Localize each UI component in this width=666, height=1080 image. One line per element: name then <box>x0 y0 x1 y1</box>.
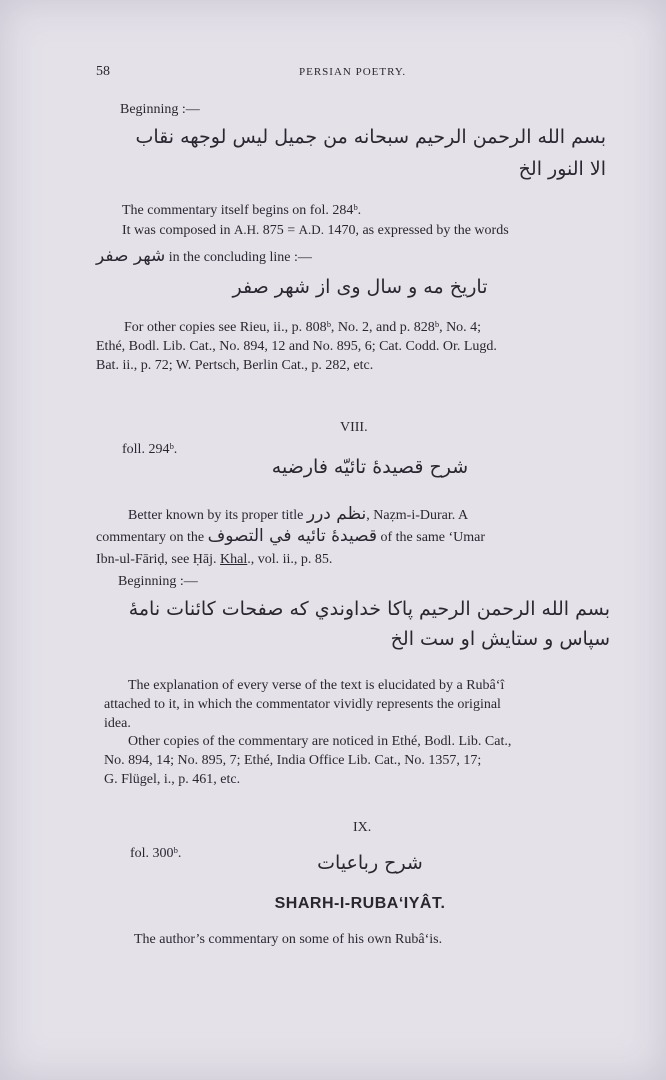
other-copies-line-2: No. 894, 14; No. 895, 7; Ethé, India Office Lib. Cat., No. 1357, 17; <box>104 753 482 768</box>
section-viii-arabic-title: شرح قصیدهٔ تائیّه فارضیه <box>271 456 469 478</box>
viii-line-1 <box>128 504 468 524</box>
composition-text-a: It was composed in <box>122 223 231 238</box>
arabic-beginning-line-1: بسم الله الرحمن الرحيم سبحانه من جميل ليس لوجهه نقاب <box>135 126 606 148</box>
section-viii-numeral: VIII. <box>340 420 368 435</box>
viii-arabic-line-2: سپاس و ستایش او ست الخ <box>390 628 610 650</box>
composition-text-b: 875 = <box>262 223 296 238</box>
viii-text-3b: ., vol. ii., p. 85. <box>247 552 333 567</box>
arabic-beginning-line-2: الا النور الخ <box>518 158 606 180</box>
copies-line-3: Bat. ii., p. 72; W. Pertsch, Berlin Cat., p. 282, etc. <box>96 358 374 373</box>
section-ix-description: The author’s commentary on some of his own Rubâ‘is. <box>134 932 443 947</box>
commentary-begins: The commentary itself begins on fol. 284ᵇ. <box>122 203 362 218</box>
viii-text-1b: , Naẓm-i-Durar. A <box>366 508 469 523</box>
composition-text-d: in the concluding line :— <box>168 250 312 265</box>
section-ix-arabic-title: شرح رباعیات <box>317 852 423 874</box>
running-title: PERSIAN POETRY. <box>299 66 407 78</box>
era-ah: A.H. <box>233 222 260 237</box>
composition-text-c: 1470, as expressed by the words <box>327 223 509 238</box>
explanation-line-2: attached to it, in which the commentator vividly represents the original <box>104 697 501 712</box>
other-copies-line-3: G. Flügel, i., p. 461, etc. <box>104 772 241 787</box>
beginning-label-viii: Beginning :— <box>118 574 198 589</box>
viii-text-3a: Ibn-ul-Fāriḍ, see Ḥāj. <box>96 552 217 567</box>
explanation-line-1: The explanation of every verse of the text is elucidated by a Rubâ‘î <box>128 678 505 693</box>
composition-line-2 <box>96 246 312 266</box>
viii-line-2 <box>96 526 485 546</box>
arabic-inline-words: شهر صفر <box>96 246 166 266</box>
viii-arabic-title-inline: نظم درر <box>306 504 367 524</box>
era-ad: A.D. <box>298 222 324 237</box>
copies-line-1: For other copies see Rieu, ii., p. 808ᵇ, No. 2, and p. 828ᵇ, No. 4; <box>124 320 482 335</box>
composition-line-1 <box>122 222 610 239</box>
viii-text-2b: of the same ‘Umar <box>380 530 486 545</box>
section-viii-folio: foll. 294ᵇ. <box>122 442 178 457</box>
viii-arabic-line-1: بسم الله الرحمن الرحيم پاکا خداوندي که صفحات کائنات نامهٔ <box>128 598 610 620</box>
section-ix-numeral: IX. <box>353 820 372 835</box>
viii-arabic-qasida-inline: قصیدهٔ تائیه في التصوف <box>207 526 377 546</box>
section-ix-folio: fol. 300ᵇ. <box>130 846 182 861</box>
section-ix-title: SHARH-I-RUBA‘IYÂT. <box>274 895 446 912</box>
arabic-verse: تاریخ مه و سال وی از شهر صفر <box>232 276 488 298</box>
viii-line-3 <box>96 552 332 568</box>
page-number: 58 <box>96 64 110 79</box>
other-copies-line-1: Other copies of the commentary are noticed in Ethé, Bodl. Lib. Cat., <box>128 734 512 749</box>
viii-text-2a: commentary on the <box>96 530 205 545</box>
viii-text-1a: Better known by its proper title <box>128 508 304 523</box>
explanation-line-3: idea. <box>104 716 131 731</box>
beginning-label-vii: Beginning :— <box>120 102 200 117</box>
copies-line-2: Ethé, Bodl. Lib. Cat., No. 894, 12 and No. 895, 6; Cat. Codd. Or. Lugd. <box>96 339 497 354</box>
viii-khal: Khal <box>220 552 248 567</box>
